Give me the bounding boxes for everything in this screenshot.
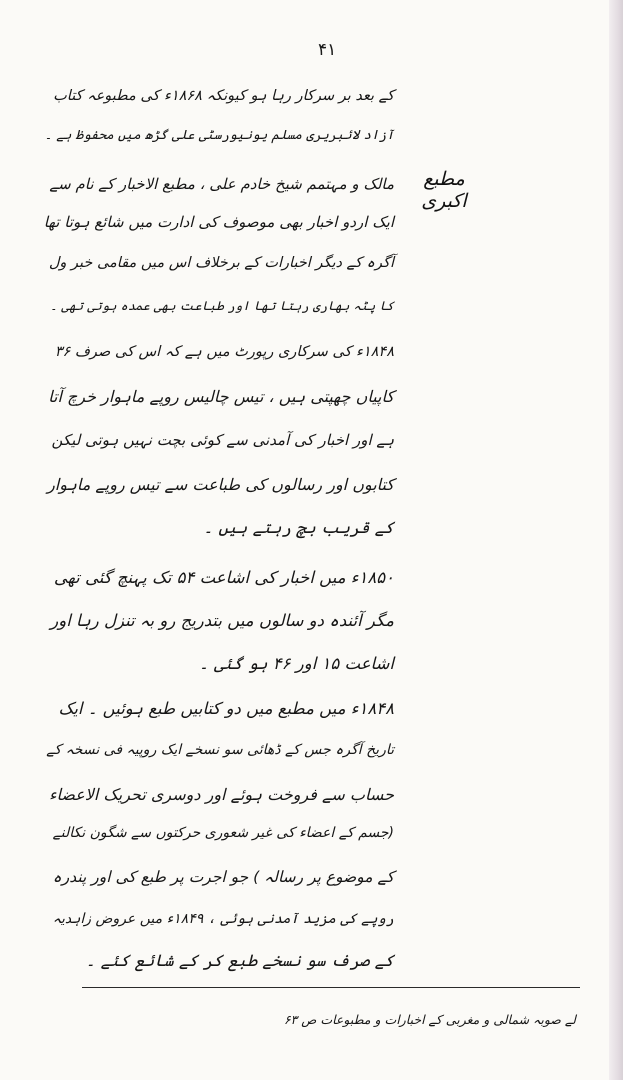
- text-line: ہے اور اخبار کی آمدنی سے کوئی بچت نہیں ہوتی لیکن: [51, 431, 394, 449]
- text-line: کے بعد بر سرکار رہا ہو کیونکہ ۱۸۶۸ء کی مطبوعہ کتاب: [53, 88, 394, 104]
- text-line: کتابوں اور رسالوں کی طباعت سے تیس روپے ماہوار: [47, 475, 394, 494]
- text-line: ۱۸۴۸ء کی سرکاری رپورٹ میں ہے کہ اس کی صرف ۳۶: [54, 344, 394, 360]
- text-line: کے صرف سو نسخے طبع کر کے شائع کئے ۔: [85, 951, 394, 970]
- text-line: اشاعت ۱۵ اور ۴۶ ہو گئی ۔: [199, 654, 394, 673]
- text-line: ۱۸۴۸ء میں مطبع میں دو کتابیں طبع ہوئیں ۔ ایک: [58, 699, 394, 718]
- text-line: کا پٹہ بھاری رہتا تھا اور طباعت بھی عمدہ ہوتی تھی ۔: [49, 298, 394, 313]
- text-line: مگر آئندہ دو سالوں میں بتدریج رو بہ تنزل رہا اور: [50, 611, 394, 630]
- text-line: کے موضوع پر رسالہ ) جو اجرت پر طبع کی اور پندرہ: [52, 868, 394, 886]
- text-line: (جسم کے اعضاء کی غیر شعوری حرکتوں سے شگون نکالنے: [52, 825, 394, 841]
- text-line: آزاد لائبریری مسلم یونیورسٹی علی گڑھ میں محفوظ ہے ۔: [44, 128, 394, 143]
- text-line: حساب سے فروخت ہوئے اور دوسری تحریک الاعضاء: [48, 785, 394, 804]
- page-number: ۴۱: [318, 40, 337, 60]
- text-line: روپے کی مزید آمدنی ہوئی ، ۱۸۴۹ء میں عروض زاہدیہ: [52, 911, 394, 927]
- page-edge: [609, 0, 623, 1080]
- text-line: ایک اردو اخبار بھی موصوف کی ادارت میں شائع ہوتا تھا: [43, 213, 394, 231]
- text-line: مالک و مہتمم شیخ خادم علی ، مطبع الاخبار کے نام سے: [49, 175, 394, 193]
- text-line: ۱۸۵۰ء میں اخبار کی اشاعت ۵۴ تک پہنچ گئی تھی: [53, 568, 394, 587]
- text-line: تاریخ آگرہ جس کے ڈھائی سو نسخے ایک روپیہ فی نسخہ کے: [46, 742, 394, 758]
- footnote-divider: [82, 987, 580, 988]
- margin-heading: مطبع اکبری: [421, 168, 467, 212]
- text-line: آگرہ کے دیگر اخبارات کے برخلاف اس میں مقامی خبر ول: [48, 255, 394, 271]
- text-line: کے قریب بچ رہتے ہیں ۔: [203, 518, 394, 537]
- footnote: لے صوبہ شمالی و مغربی کے اخبارات و مطبوعات ص ۶۳: [283, 1012, 576, 1027]
- text-line: کاپیاں چھپتی ہیں ، تیس چالیس روپے ماہوار خرچ آتا: [48, 387, 394, 406]
